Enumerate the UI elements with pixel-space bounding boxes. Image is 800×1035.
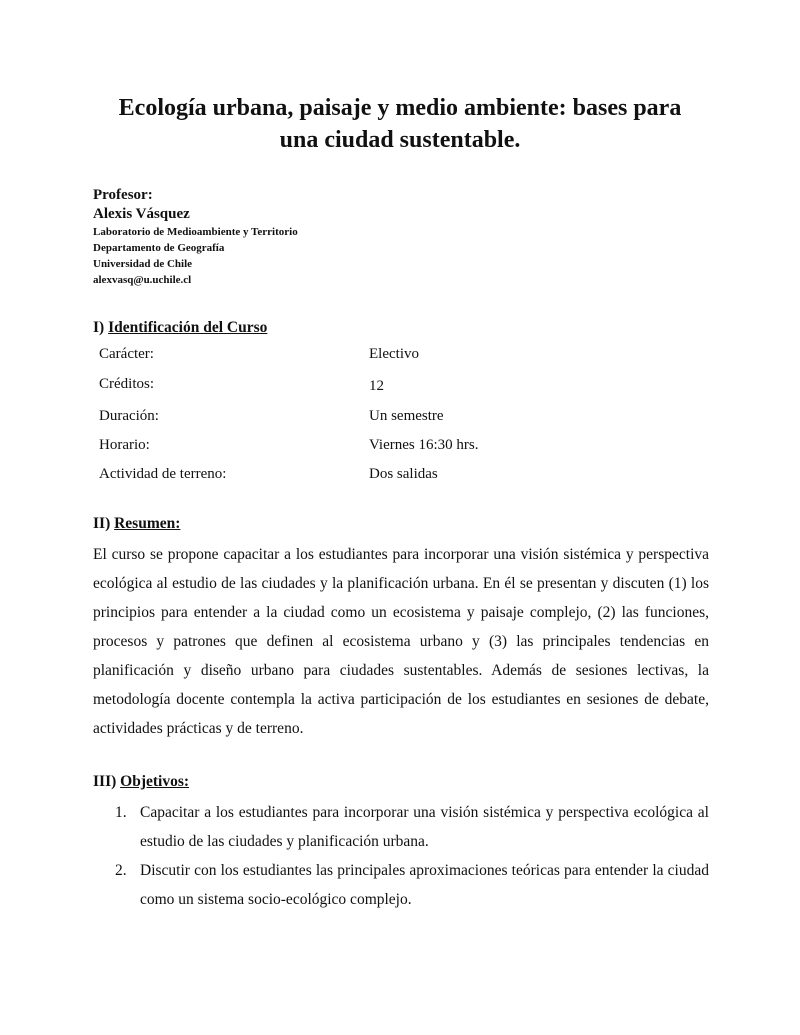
ident-value: Un semestre: [369, 408, 444, 424]
ident-key: Actividad de terreno:: [99, 466, 227, 482]
list-item-text: Discutir con los estudiantes las principales aproximaciones teóricas para entender la ciudad como un sistema socio-ecológico complejo.: [140, 862, 709, 908]
ident-key: Créditos:: [99, 376, 154, 392]
professor-university: Universidad de Chile: [93, 258, 193, 270]
title-line-2: una ciudad sustentable.: [279, 127, 521, 153]
section-resumen-heading: [93, 514, 180, 534]
ident-row-actividad: [99, 466, 659, 488]
document-title: [60, 92, 740, 156]
ident-row-caracter: [99, 346, 659, 368]
resumen-paragraph: El curso se propone capacitar a los estudiantes para incorporar una visión sistémica y perspectiva ecológica al estudio de las ciudades y la planificación urbana. En él se presentan y discuten (1) los principios para entender a la ciudad como un ecosistema y paisaje complejo, (2) las funciones, procesos y patrones que definen al ecosistema urbano y (3) las principales tendencias en planificación y diseño urbano para ciudades sustentables. Además de sesiones lectivas, la metodología docente contempla la activa participación de los estudiantes en sesiones de debate, actividades prácticas y de terreno.: [93, 546, 709, 737]
list-item: [93, 856, 709, 914]
section-title: Objetivos:: [120, 773, 190, 790]
section-number: I): [93, 319, 105, 336]
professor-department: Departamento de Geografía: [93, 242, 225, 254]
list-item-number: 2.: [115, 862, 127, 879]
professor-email: alexvasq@u.uchile.cl: [93, 274, 192, 286]
professor-lab: Laboratorio de Medioambiente y Territorio: [93, 226, 298, 238]
ident-row-duracion: [99, 408, 659, 430]
section-objetivos-heading: [93, 772, 189, 792]
list-item-number: 1.: [115, 804, 127, 821]
ident-value: 12: [369, 378, 384, 394]
ident-value: Electivo: [369, 346, 419, 362]
list-item-text: Capacitar a los estudiantes para incorporar una visión sistémica y perspectiva ecológica al estudio de las ciudades y planificación urbana.: [140, 804, 709, 850]
section-title: Resumen:: [114, 515, 181, 532]
ident-key: Duración:: [99, 408, 159, 424]
ident-key: Horario:: [99, 437, 150, 453]
section-number: II): [93, 515, 111, 532]
professor-name: Alexis Vásquez: [93, 206, 190, 222]
title-line-1: Ecología urbana, paisaje y medio ambiente: bases para: [118, 95, 682, 121]
section-identificacion-heading: [93, 318, 267, 338]
ident-value: Dos salidas: [369, 466, 438, 482]
section-number: III): [93, 773, 117, 790]
objectives-list: [93, 798, 709, 914]
professor-block: [93, 186, 298, 288]
list-item: [93, 798, 709, 856]
professor-label: Profesor:: [93, 187, 153, 203]
ident-value: Viernes 16:30 hrs.: [369, 437, 479, 453]
section-title: Identificación del Curso: [108, 319, 268, 336]
ident-key: Carácter:: [99, 346, 154, 362]
ident-row-creditos: [99, 376, 659, 398]
ident-row-horario: [99, 437, 659, 459]
